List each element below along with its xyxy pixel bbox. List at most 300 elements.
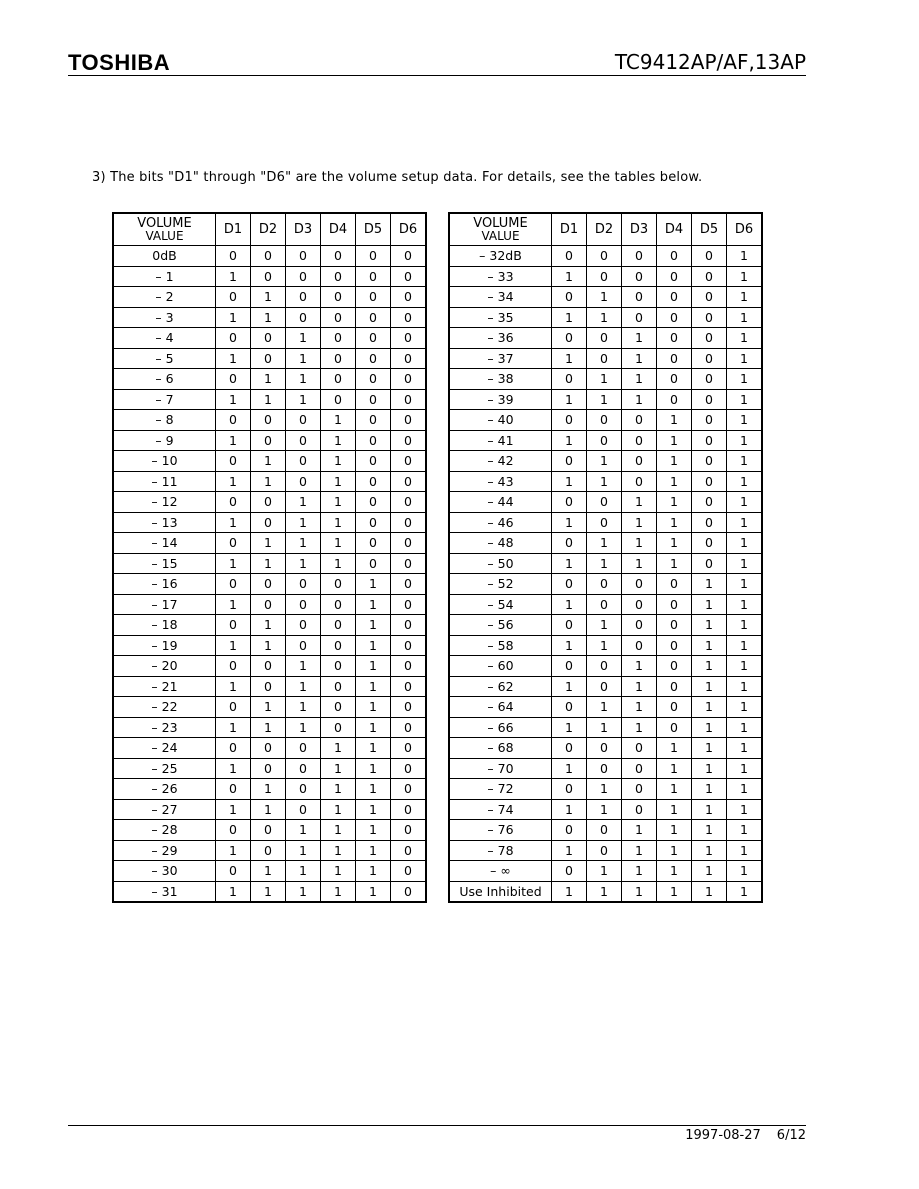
bit-d4-cell: 1: [657, 492, 692, 513]
bit-d1-cell: 0: [216, 287, 251, 308]
table-row: [449, 615, 762, 636]
volume-value-cell: – 41: [449, 430, 552, 451]
bit-d3-cell: 1: [286, 881, 321, 902]
bit-d6-cell: 0: [391, 369, 427, 390]
bit-d1-cell: 0: [216, 779, 251, 800]
bit-d6-cell: 0: [391, 410, 427, 431]
table-row: [113, 799, 426, 820]
bit-d3-cell: 1: [622, 840, 657, 861]
bit-d4-cell: 1: [657, 758, 692, 779]
bit-d5-cell: 0: [356, 451, 391, 472]
bit-d4-cell: 1: [657, 451, 692, 472]
bit-d1-cell: 0: [216, 861, 251, 882]
bit-d3-cell: 0: [286, 246, 321, 267]
bit-d5-cell: 0: [692, 533, 727, 554]
bit-d5-cell: 1: [692, 799, 727, 820]
bit-d5-cell: 0: [692, 410, 727, 431]
bit-d2-cell: 1: [251, 881, 286, 902]
volume-value-cell: – 42: [449, 451, 552, 472]
bit-d2-cell: 0: [251, 328, 286, 349]
table-row: [113, 266, 426, 287]
bit-d4-cell: 1: [321, 451, 356, 472]
bit-d3-cell: 1: [622, 328, 657, 349]
bit-d1-cell: 1: [216, 840, 251, 861]
bit-d4-cell: 0: [657, 307, 692, 328]
bit-d3-cell: 0: [622, 594, 657, 615]
footer: [685, 1128, 806, 1143]
bit-d4-cell: 1: [321, 533, 356, 554]
table-row: [449, 881, 762, 902]
table-row: [449, 512, 762, 533]
bit-d6-cell: 0: [391, 697, 427, 718]
volume-value-cell: – 68: [449, 738, 552, 759]
bit-d5-cell: 1: [692, 635, 727, 656]
bit-d3-cell: 1: [622, 492, 657, 513]
bit-d6-cell: 0: [391, 266, 427, 287]
bit-d3-cell: 1: [286, 533, 321, 554]
bit-d5-cell: 0: [356, 512, 391, 533]
bit-d3-cell: 0: [286, 799, 321, 820]
table-row: [113, 471, 426, 492]
table-row: [113, 861, 426, 882]
volume-value-cell: – 60: [449, 656, 552, 677]
bit-d5-cell: 1: [692, 738, 727, 759]
volume-value-cell: – 1: [113, 266, 216, 287]
table-row: [113, 533, 426, 554]
bit-d6-cell: 1: [727, 861, 763, 882]
bit-d6-cell: 0: [391, 676, 427, 697]
table-row: [449, 676, 762, 697]
bit-d3-cell: 0: [622, 410, 657, 431]
bit-d4-cell: 0: [321, 676, 356, 697]
bit-d2-cell: 0: [251, 594, 286, 615]
bit-d4-cell: 0: [321, 574, 356, 595]
bit-d2-cell: 0: [587, 656, 622, 677]
bit-d4-cell: 1: [321, 430, 356, 451]
bit-d2-cell: 1: [587, 717, 622, 738]
bit-d1-cell: 0: [216, 615, 251, 636]
bit-d3-cell: 0: [622, 287, 657, 308]
volume-table-left-body: [113, 246, 426, 903]
bit-d1-cell: 0: [552, 697, 587, 718]
footer-divider: [68, 1125, 806, 1126]
bit-d3-cell: 1: [286, 328, 321, 349]
header-d5: D5: [692, 213, 727, 246]
table-row: [113, 697, 426, 718]
bit-d6-cell: 0: [391, 553, 427, 574]
bit-d5-cell: 0: [356, 348, 391, 369]
bit-d6-cell: 0: [391, 779, 427, 800]
bit-d1-cell: 1: [216, 430, 251, 451]
bit-d3-cell: 0: [286, 410, 321, 431]
bit-d5-cell: 1: [692, 717, 727, 738]
volume-value-cell: – 37: [449, 348, 552, 369]
header-volume-line2: VALUE: [481, 228, 520, 243]
bit-d1-cell: 1: [216, 471, 251, 492]
table-row: [113, 779, 426, 800]
bit-d3-cell: 1: [286, 512, 321, 533]
bit-d5-cell: 0: [692, 266, 727, 287]
bit-d1-cell: 0: [552, 287, 587, 308]
table-row: [449, 758, 762, 779]
volume-table-right: [448, 212, 763, 903]
table-row: [113, 451, 426, 472]
bit-d1-cell: 1: [552, 594, 587, 615]
volume-value-cell: – 10: [113, 451, 216, 472]
bit-d6-cell: 1: [727, 369, 763, 390]
bit-d3-cell: 0: [286, 287, 321, 308]
bit-d5-cell: 0: [356, 389, 391, 410]
bit-d5-cell: 1: [356, 717, 391, 738]
volume-value-cell: – 58: [449, 635, 552, 656]
bit-d1-cell: 1: [216, 799, 251, 820]
volume-value-cell: – 76: [449, 820, 552, 841]
bit-d4-cell: 1: [321, 881, 356, 902]
bit-d3-cell: 1: [622, 861, 657, 882]
header-d3: D3: [622, 213, 657, 246]
bit-d5-cell: 1: [692, 779, 727, 800]
table-row: [113, 307, 426, 328]
bit-d6-cell: 1: [727, 676, 763, 697]
bit-d1-cell: 0: [216, 410, 251, 431]
bit-d6-cell: 0: [391, 328, 427, 349]
bit-d1-cell: 0: [216, 492, 251, 513]
header-d1: D1: [552, 213, 587, 246]
table-row: [113, 758, 426, 779]
bit-d1-cell: 1: [552, 881, 587, 902]
bit-d2-cell: 1: [587, 451, 622, 472]
volume-value-cell: – 52: [449, 574, 552, 595]
volume-value-cell: – 50: [449, 553, 552, 574]
bit-d5-cell: 1: [692, 881, 727, 902]
bit-d5-cell: 1: [692, 574, 727, 595]
bit-d4-cell: 1: [657, 430, 692, 451]
bit-d4-cell: 1: [321, 799, 356, 820]
volume-value-cell: – 4: [113, 328, 216, 349]
volume-value-cell: – 16: [113, 574, 216, 595]
bit-d1-cell: 1: [216, 594, 251, 615]
bit-d3-cell: 0: [622, 779, 657, 800]
bit-d4-cell: 1: [657, 512, 692, 533]
header-volume-line1: VOLUME: [473, 215, 528, 231]
table-row: [449, 451, 762, 472]
bit-d5-cell: 1: [692, 676, 727, 697]
volume-value-cell: – 11: [113, 471, 216, 492]
bit-d4-cell: 1: [657, 779, 692, 800]
bit-d3-cell: 0: [286, 738, 321, 759]
bit-d4-cell: 1: [321, 779, 356, 800]
bit-d6-cell: 0: [391, 533, 427, 554]
volume-value-cell: – 28: [113, 820, 216, 841]
volume-value-cell: – 15: [113, 553, 216, 574]
table-row: [113, 553, 426, 574]
bit-d2-cell: 0: [251, 492, 286, 513]
table-row: [449, 410, 762, 431]
bit-d6-cell: 0: [391, 389, 427, 410]
volume-value-cell: – 3: [113, 307, 216, 328]
bit-d5-cell: 0: [692, 389, 727, 410]
table-row: [449, 369, 762, 390]
bit-d6-cell: 0: [391, 635, 427, 656]
table-row: [449, 471, 762, 492]
bit-d6-cell: 0: [391, 492, 427, 513]
table-row: [113, 512, 426, 533]
table-header-row: [113, 213, 426, 246]
bit-d5-cell: 0: [692, 492, 727, 513]
bit-d1-cell: 1: [552, 758, 587, 779]
bit-d3-cell: 1: [286, 717, 321, 738]
bit-d3-cell: 0: [622, 307, 657, 328]
bit-d2-cell: 1: [251, 287, 286, 308]
bit-d2-cell: 0: [587, 328, 622, 349]
table-row: [449, 389, 762, 410]
table-row: [449, 635, 762, 656]
bit-d6-cell: 1: [727, 594, 763, 615]
bit-d6-cell: 1: [727, 840, 763, 861]
bit-d2-cell: 1: [587, 697, 622, 718]
table-row: [113, 369, 426, 390]
bit-d2-cell: 1: [251, 861, 286, 882]
bit-d4-cell: 1: [321, 471, 356, 492]
bit-d1-cell: 0: [552, 492, 587, 513]
bit-d3-cell: 0: [622, 758, 657, 779]
bit-d5-cell: 0: [692, 246, 727, 267]
bit-d4-cell: 0: [321, 389, 356, 410]
bit-d1-cell: 1: [552, 799, 587, 820]
volume-value-cell: – 29: [113, 840, 216, 861]
bit-d3-cell: 0: [286, 266, 321, 287]
volume-value-cell: – 8: [113, 410, 216, 431]
bit-d2-cell: 1: [587, 553, 622, 574]
volume-value-cell: – 6: [113, 369, 216, 390]
volume-value-cell: – 26: [113, 779, 216, 800]
bit-d4-cell: 0: [321, 656, 356, 677]
bit-d3-cell: 0: [286, 471, 321, 492]
header-divider: [68, 75, 806, 76]
bit-d1-cell: 1: [552, 553, 587, 574]
volume-value-cell: – 23: [113, 717, 216, 738]
volume-value-cell: – 21: [113, 676, 216, 697]
table-row: [449, 266, 762, 287]
header-d3: D3: [286, 213, 321, 246]
bit-d2-cell: 0: [251, 574, 286, 595]
bit-d4-cell: 0: [657, 656, 692, 677]
bit-d2-cell: 1: [587, 635, 622, 656]
bit-d1-cell: 1: [216, 881, 251, 902]
bit-d1-cell: 1: [552, 348, 587, 369]
bit-d5-cell: 1: [692, 594, 727, 615]
bit-d2-cell: 1: [251, 553, 286, 574]
bit-d3-cell: 1: [622, 389, 657, 410]
table-row: [449, 246, 762, 267]
bit-d3-cell: 0: [622, 635, 657, 656]
bit-d3-cell: 0: [286, 307, 321, 328]
bit-d4-cell: 0: [657, 635, 692, 656]
bit-d5-cell: 0: [356, 430, 391, 451]
bit-d5-cell: 0: [692, 471, 727, 492]
bit-d2-cell: 1: [251, 799, 286, 820]
bit-d3-cell: 0: [622, 471, 657, 492]
bit-d2-cell: 0: [587, 348, 622, 369]
volume-value-cell: – 48: [449, 533, 552, 554]
bit-d6-cell: 1: [727, 348, 763, 369]
bit-d1-cell: 0: [216, 697, 251, 718]
bit-d3-cell: 1: [286, 492, 321, 513]
bit-d3-cell: 0: [622, 799, 657, 820]
bit-d4-cell: 0: [321, 348, 356, 369]
bit-d3-cell: 1: [622, 533, 657, 554]
bit-d1-cell: 1: [552, 717, 587, 738]
bit-d1-cell: 0: [552, 369, 587, 390]
bit-d6-cell: 0: [391, 820, 427, 841]
table-row: [113, 635, 426, 656]
bit-d6-cell: 1: [727, 717, 763, 738]
bit-d4-cell: 1: [657, 840, 692, 861]
table-row: [113, 594, 426, 615]
intro-text: 3) The bits "D1" through "D6" are the volume setup data. For details, see the tables below.: [92, 170, 703, 185]
table-row: [449, 348, 762, 369]
bit-d6-cell: 1: [727, 799, 763, 820]
volume-value-cell: – 5: [113, 348, 216, 369]
bit-d3-cell: 1: [622, 369, 657, 390]
bit-d4-cell: 0: [657, 389, 692, 410]
table-row: [449, 533, 762, 554]
bit-d4-cell: 0: [657, 574, 692, 595]
bit-d1-cell: 0: [216, 820, 251, 841]
volume-value-cell: – 22: [113, 697, 216, 718]
bit-d4-cell: 1: [321, 512, 356, 533]
table-row: [113, 348, 426, 369]
bit-d6-cell: 1: [727, 656, 763, 677]
bit-d2-cell: 1: [587, 881, 622, 902]
bit-d2-cell: 0: [587, 246, 622, 267]
header-d6: D6: [727, 213, 763, 246]
bit-d4-cell: 0: [657, 615, 692, 636]
bit-d2-cell: 1: [251, 389, 286, 410]
bit-d4-cell: 1: [321, 492, 356, 513]
bit-d2-cell: 1: [251, 369, 286, 390]
bit-d2-cell: 0: [587, 758, 622, 779]
bit-d5-cell: 1: [356, 697, 391, 718]
table-row: [449, 594, 762, 615]
bit-d6-cell: 1: [727, 635, 763, 656]
bit-d1-cell: 1: [216, 635, 251, 656]
bit-d4-cell: 0: [321, 287, 356, 308]
table-row: [449, 430, 762, 451]
bit-d5-cell: 1: [356, 779, 391, 800]
bit-d6-cell: 0: [391, 451, 427, 472]
bit-d5-cell: 0: [356, 533, 391, 554]
bit-d4-cell: 0: [321, 369, 356, 390]
table-row: [449, 307, 762, 328]
bit-d1-cell: 0: [552, 615, 587, 636]
bit-d4-cell: 1: [657, 533, 692, 554]
table-row: [113, 287, 426, 308]
table-row: [449, 738, 762, 759]
volume-value-cell: – 34: [449, 287, 552, 308]
bit-d2-cell: 1: [587, 369, 622, 390]
bit-d5-cell: 1: [356, 656, 391, 677]
bit-d6-cell: 1: [727, 758, 763, 779]
table-row: [449, 287, 762, 308]
bit-d6-cell: 1: [727, 471, 763, 492]
bit-d3-cell: 1: [286, 697, 321, 718]
table-row: [449, 492, 762, 513]
volume-value-cell: – 18: [113, 615, 216, 636]
table-row: [449, 820, 762, 841]
table-row: [113, 717, 426, 738]
bit-d5-cell: 0: [356, 287, 391, 308]
bit-d4-cell: 1: [321, 758, 356, 779]
bit-d5-cell: 0: [692, 451, 727, 472]
bit-d3-cell: 1: [622, 676, 657, 697]
bit-d1-cell: 1: [552, 635, 587, 656]
table-row: [113, 246, 426, 267]
bit-d5-cell: 1: [356, 799, 391, 820]
volume-value-cell: – 27: [113, 799, 216, 820]
bit-d5-cell: 1: [356, 881, 391, 902]
bit-d3-cell: 0: [286, 451, 321, 472]
bit-d2-cell: 0: [251, 348, 286, 369]
volume-value-cell: – 72: [449, 779, 552, 800]
bit-d2-cell: 0: [251, 410, 286, 431]
bit-d2-cell: 1: [251, 717, 286, 738]
bit-d5-cell: 0: [692, 369, 727, 390]
bit-d4-cell: 1: [321, 840, 356, 861]
volume-value-cell: – 39: [449, 389, 552, 410]
bit-d5-cell: 0: [356, 471, 391, 492]
bit-d6-cell: 0: [391, 615, 427, 636]
bit-d3-cell: 1: [622, 656, 657, 677]
table-row: [449, 553, 762, 574]
bit-d6-cell: 1: [727, 738, 763, 759]
bit-d3-cell: 1: [622, 697, 657, 718]
volume-value-cell: – 20: [113, 656, 216, 677]
bit-d1-cell: 1: [216, 512, 251, 533]
bit-d6-cell: 1: [727, 615, 763, 636]
bit-d4-cell: 1: [321, 410, 356, 431]
bit-d2-cell: 0: [587, 492, 622, 513]
table-row: [113, 840, 426, 861]
bit-d6-cell: 1: [727, 246, 763, 267]
bit-d2-cell: 0: [251, 246, 286, 267]
bit-d1-cell: 0: [216, 328, 251, 349]
bit-d5-cell: 0: [356, 266, 391, 287]
bit-d5-cell: 1: [692, 840, 727, 861]
bit-d5-cell: 0: [692, 512, 727, 533]
bit-d3-cell: 1: [286, 676, 321, 697]
bit-d1-cell: 1: [216, 717, 251, 738]
bit-d2-cell: 1: [587, 861, 622, 882]
volume-value-cell: – 32dB: [449, 246, 552, 267]
header-volume-line1: VOLUME: [137, 215, 192, 231]
bit-d6-cell: 1: [727, 553, 763, 574]
bit-d3-cell: 1: [286, 369, 321, 390]
bit-d4-cell: 0: [321, 246, 356, 267]
bit-d3-cell: 0: [622, 451, 657, 472]
bit-d1-cell: 1: [552, 389, 587, 410]
bit-d6-cell: 1: [727, 328, 763, 349]
bit-d1-cell: 0: [552, 779, 587, 800]
volume-value-cell: – 78: [449, 840, 552, 861]
bit-d4-cell: 1: [657, 820, 692, 841]
bit-d5-cell: 1: [692, 656, 727, 677]
table-row: [449, 799, 762, 820]
bit-d5-cell: 0: [356, 246, 391, 267]
bit-d2-cell: 0: [251, 512, 286, 533]
bit-d1-cell: 0: [552, 328, 587, 349]
table-row: [113, 328, 426, 349]
